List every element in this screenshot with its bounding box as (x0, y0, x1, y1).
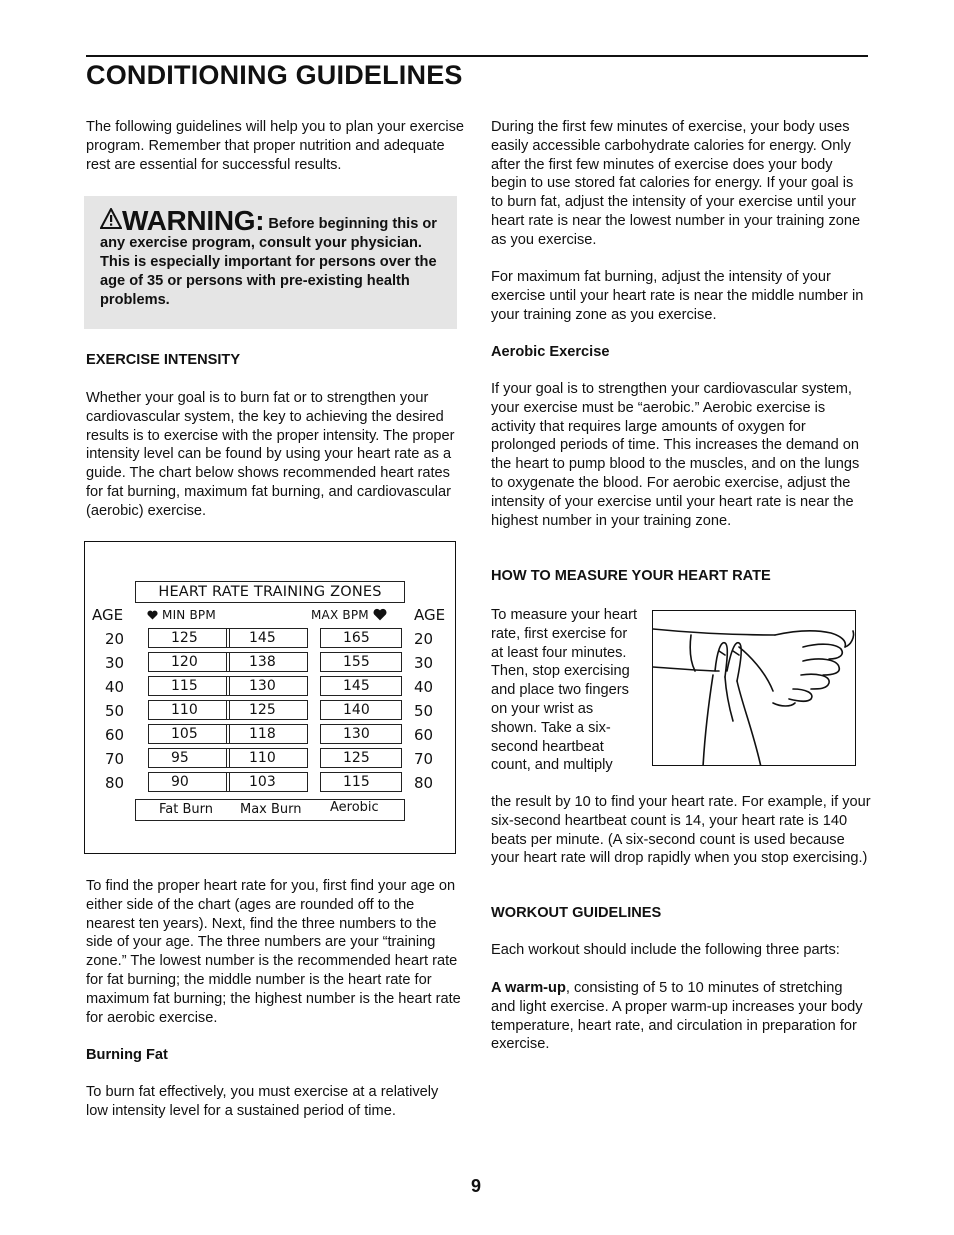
heart-rate-cell-max-burn: 118 (226, 724, 308, 744)
fat-burn-label: Fat Burn (159, 802, 213, 817)
heart-icon (147, 610, 158, 620)
heart-rate-cell-max-burn: 125 (226, 700, 308, 720)
warning-content (100, 205, 448, 310)
age-value-right: 80 (414, 774, 434, 792)
warning-label: WARNING: (122, 205, 265, 236)
wrist-pulse-illustration (652, 610, 856, 766)
heart-rate-cell-aerobic: 130 (320, 724, 402, 744)
find-heart-rate-paragraph: To find the proper heart rate for you, first find your age on either side of the chart (ages are rounded off to the nearest ten years). Next, find the three numbers to the side of your age. The three numbers are your “training zone.” The lowest number is the recommended heart rate for fat burning; the middle number is the heart rate for maximum fat burning; the highest number is the heart rate for aerobic exercise. (86, 878, 461, 1026)
aerobic-label: Aerobic (330, 800, 379, 815)
page-number: 9 (471, 1176, 482, 1196)
heart-rate-cell-aerobic: 115 (320, 772, 402, 792)
heart-rate-cell-fat-burn: 110 (148, 700, 230, 720)
chart-title: HEART RATE TRAINING ZONES (135, 581, 405, 603)
burning-fat-paragraph: To burn fat effectively, you must exercise at a relatively low intensity level for a sustained period of time. (86, 1084, 439, 1119)
age-value-right: 50 (414, 702, 434, 720)
warning-text: Before beginning this or any exercise program, consult your physician. This is especially important for persons over the age of 35 or persons with pre-existing health problems. (100, 216, 437, 308)
intro-paragraph (86, 118, 466, 174)
chart-column-footer (135, 799, 405, 821)
warmup-label: A warm-up (491, 980, 566, 996)
age-value-right: 70 (414, 750, 434, 768)
aerobic-exercise-paragraph: If your goal is to strengthen your cardiovascular system, your exercise must be “aerobic.” Aerobic exercise is activity that requires large amounts of oxygen for prolonged periods of time. This increases the demand on the heart to pump blood to the muscles, and on the lungs to oxygenate the blood. For aerobic exercise, adjust the intensity of your exercise until your heart rate is near the highest number in your training zone. (491, 381, 860, 529)
max-bpm-header (311, 608, 387, 622)
measure-text-continued: the result by 10 to find your heart rate. For example, if your six-second heartbeat count is 14, your heart rate is 140 beats per minute. (A six-second count is used because your heart rate will drop rapidly when you stop exercising.) (491, 794, 871, 867)
heart-rate-cell-max-burn: 130 (226, 676, 308, 696)
age-value-right: 40 (414, 678, 434, 696)
max-fat-burning-paragraph: For maximum fat burning, adjust the intensity of your exercise until your heart rate is near the middle number in your training zone as you exercise. (491, 269, 864, 323)
heart-rate-cell-aerobic: 155 (320, 652, 402, 672)
heart-rate-cell-aerobic: 165 (320, 628, 402, 648)
burning-fat-heading: Burning Fat (86, 1047, 168, 1063)
heart-rate-cell-fat-burn: 90 (148, 772, 230, 792)
age-value-left: 60 (105, 726, 125, 744)
heart-rate-cell-max-burn: 145 (226, 628, 308, 648)
age-value-right: 30 (414, 654, 434, 672)
age-value-right: 20 (414, 630, 434, 648)
warmup-paragraph (491, 979, 863, 1054)
exercise-intensity-heading: EXERCISE INTENSITY (86, 352, 241, 368)
heart-rate-cell-fat-burn: 105 (148, 724, 230, 744)
aerobic-exercise-heading: Aerobic Exercise (491, 344, 610, 360)
max-bpm-label: MAX BPM (311, 608, 369, 622)
age-value-left: 50 (105, 702, 125, 720)
hand-on-wrist-image (653, 611, 856, 766)
min-bpm-label: MIN BPM (162, 608, 216, 622)
heart-rate-cell-aerobic: 145 (320, 676, 402, 696)
heart-rate-cell-fat-burn: 125 (148, 628, 230, 648)
max-burn-label: Max Burn (240, 802, 302, 817)
heart-rate-cell-fat-burn: 115 (148, 676, 230, 696)
heart-icon (373, 608, 387, 621)
age-label-right: AGE (414, 606, 446, 624)
min-bpm-header (147, 608, 216, 622)
age-value-right: 60 (414, 726, 434, 744)
heart-rate-cell-max-burn: 110 (226, 748, 308, 768)
exercise-intensity-paragraph: Whether your goal is to burn fat or to strengthen your cardiovascular system, the key to achieving the desired results is to exercise with the proper intensity. The proper intensity level can be found by using your heart rate as a guide. The chart below shows recommended heart rates for fat burning, maximum fat burning, and cardiovascular (aerobic) exercise. (86, 390, 455, 519)
age-value-left: 20 (105, 630, 125, 648)
carbohydrate-paragraph: During the first few minutes of exercise, your body uses easily accessible carbohydrate calories for energy. Only after the first few minutes of exercise does your body begin to use stored fat calories for energy. If your goal is to burn fat, adjust the intensity of your exercise until your heart rate is near the lowest number in your training zone as you exercise. (491, 119, 861, 248)
page-title: CONDITIONING GUIDELINES (86, 60, 463, 90)
heart-rate-chart (84, 541, 456, 854)
top-rule (86, 55, 868, 57)
measure-heart-rate-heading: HOW TO MEASURE YOUR HEART RATE (491, 568, 771, 584)
workout-guidelines-paragraph: Each workout should include the following three parts: (491, 942, 840, 958)
heart-rate-cell-aerobic: 125 (320, 748, 402, 768)
measure-text-wrapped: To measure your heart rate, first exercise for at least four minutes. Then, stop exercising and place two fingers on your wrist as shown. Take a six-second heartbeat count, and multiply (491, 607, 638, 774)
heart-rate-cell-fat-burn: 120 (148, 652, 230, 672)
age-value-left: 80 (105, 774, 125, 792)
age-value-left: 30 (105, 654, 125, 672)
warning-box (84, 196, 457, 329)
warmup-text: , consisting of 5 to 10 minutes of stretching and light exercise. A proper warm-up increases your body temperature, heart rate, and circulation in preparation for exercise. (491, 980, 863, 1053)
heart-rate-cell-aerobic: 140 (320, 700, 402, 720)
heart-rate-cell-max-burn: 103 (226, 772, 308, 792)
age-value-left: 70 (105, 750, 125, 768)
heart-rate-cell-max-burn: 138 (226, 652, 308, 672)
heart-rate-cell-fat-burn: 95 (148, 748, 230, 768)
warning-triangle-icon (100, 208, 122, 229)
age-label-left: AGE (92, 606, 124, 624)
age-value-left: 40 (105, 678, 125, 696)
workout-guidelines-heading: WORKOUT GUIDELINES (491, 905, 662, 921)
intro-text: The following guidelines will help you to plan your exercise program. Remember that proper nutrition and adequate rest are essential for successful results. (86, 119, 465, 173)
